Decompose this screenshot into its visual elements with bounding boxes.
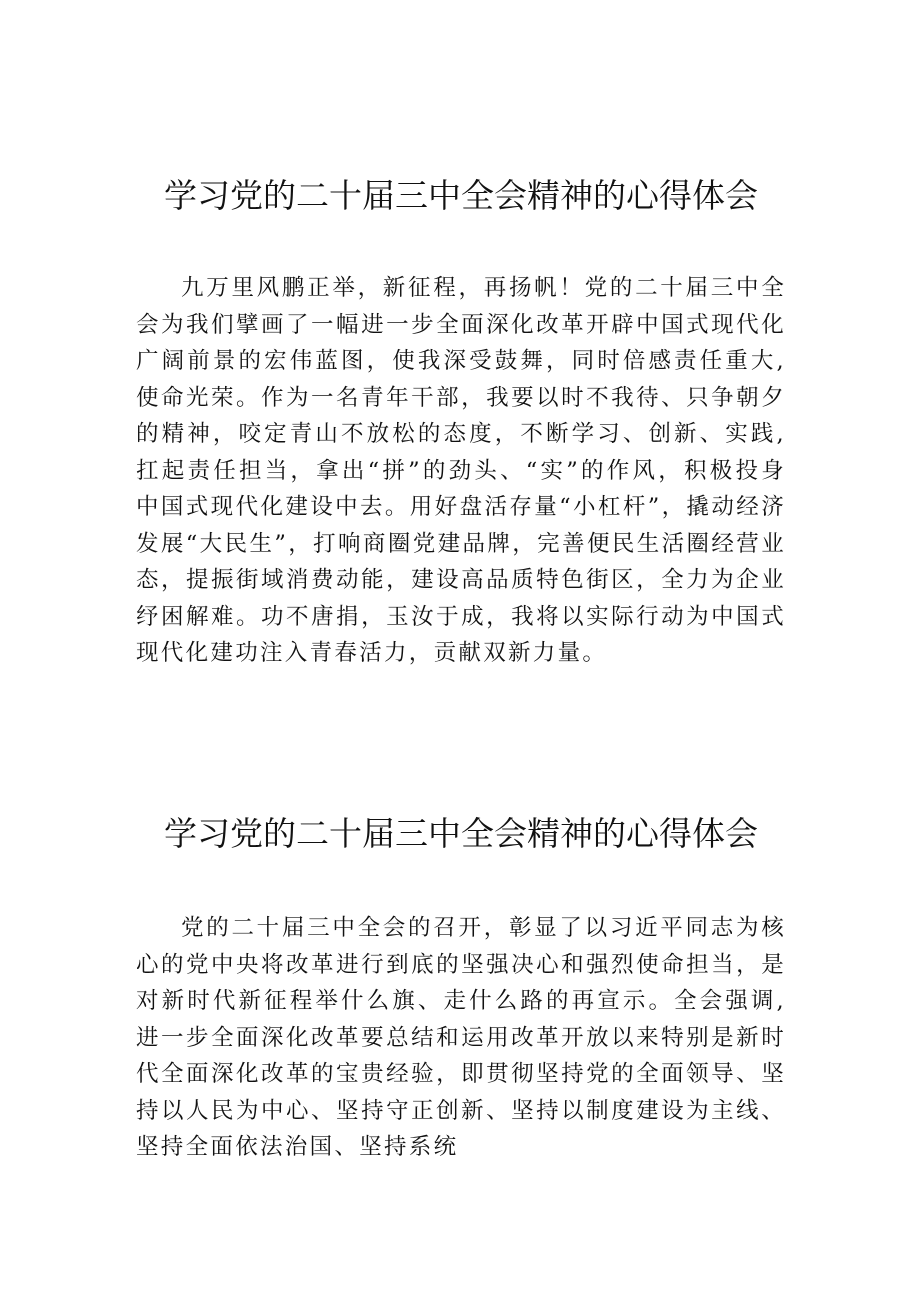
section-paragraph: 九万里风鹏正举，新征程，再扬帆！党的二十届三中全会为我们擘画了一幅进一步全面深化改革开辟中国式现代化广阔前景的宏伟蓝图，使我深受鼓舞，同时倍感责任重大,使命光荣。作为一名青年干部，我要以时不我待、只争朝夕的精神，咬定青山不放松的态度，不断学习、创新、实践,扛起责任担当，拿出“拼”的劲头、“实”的作风，积极投身中国式现代化建设中去。用好盘活存量“小杠杆”，撬动经济发展“大民生”，打响商圈党建品牌，完善便民生活圈经营业态，提振街域消费动能，建设高品质特色街区，全力为企业纾困解难。功不唐捐，玉汝于成，我将以实际行动为中国式现代化建功注入青春活力，贡献双新力量。 <box>136 275 786 666</box>
section-title: 学习党的二十届三中全会精神的心得体会 <box>164 176 758 215</box>
section-title: 学习党的二十届三中全会精神的心得体会 <box>164 814 758 853</box>
essay-section-2 <box>136 810 786 1166</box>
essay-section-1 <box>136 172 786 672</box>
section-paragraph: 党的二十届三中全会的召开，彰显了以习近平同志为核心的党中央将改革进行到底的坚强决心和强烈使命担当，是对新时代新征程举什么旗、走什么路的再宣示。全会强调,进一步全面深化改革要总结和运用改革开放以来特别是新时代全面深化改革的宝贵经验，即贯彻坚持党的全面领导、坚持以人民为中心、坚持守正创新、坚持以制度建设为主线、坚持全面依法治国、坚持系统 <box>136 915 786 1160</box>
